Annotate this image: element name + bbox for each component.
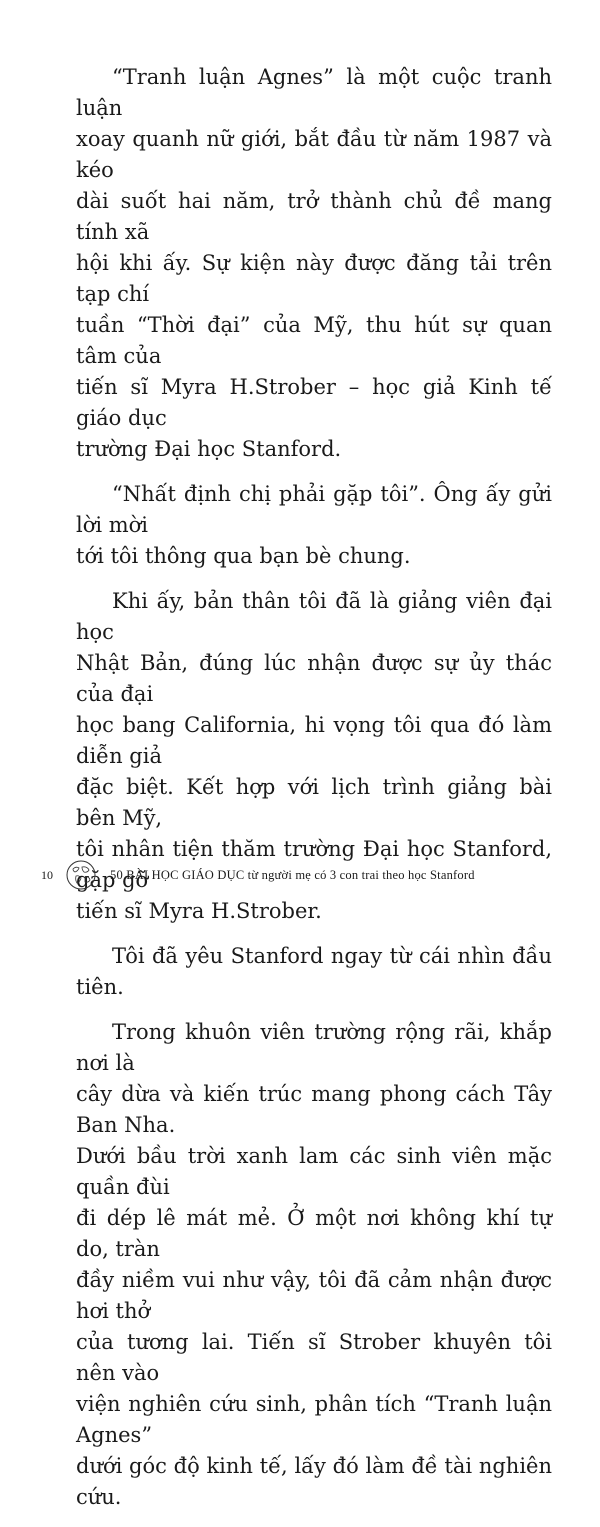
globe-icon (64, 858, 98, 892)
text-line: tới tôi thông qua bạn bè chung. (76, 544, 411, 568)
text-line: xoay quanh nữ giới, bắt đầu từ năm 1987 và kéo (76, 127, 552, 182)
text-line: tuần “Thời đại” của Mỹ, thu hút sự quan tâm của (76, 313, 552, 368)
book-title: 50 BÀI HỌC GIÁO DỤC từ người mẹ có 3 con trai theo học Stanford (110, 867, 475, 882)
text-line: Tôi đã yêu Stanford ngay từ cái nhìn đầu tiên. (76, 944, 552, 999)
text-line: học bang California, hi vọng tôi qua đó làm diễn giả (76, 713, 552, 768)
text-line: “Nhất định chị phải gặp tôi”. Ông ấy gửi lời mời (76, 482, 552, 537)
paragraph-4 (76, 941, 552, 1003)
text-line: tiến sĩ Myra H.Strober. (76, 899, 322, 923)
text-line: hội khi ấy. Sự kiện này được đăng tải trên tạp chí (76, 251, 552, 306)
paragraph-2 (76, 479, 552, 572)
paragraph-5 (76, 1017, 552, 1513)
text-line: đầy niềm vui như vậy, tôi đã cảm nhận được hơi thở (76, 1268, 552, 1323)
text-line: cây dừa và kiến trúc mang phong cách Tây Ban Nha. (76, 1082, 552, 1137)
text-line: Khi ấy, bản thân tôi đã là giảng viên đại học (76, 589, 552, 644)
text-line: dưới góc độ kinh tế, lấy đó làm đề tài nghiên cứu. (76, 1454, 552, 1509)
text-line: trường Đại học Stanford. (76, 437, 342, 461)
text-line: viện nghiên cứu sinh, phân tích “Tranh luận Agnes” (76, 1392, 552, 1447)
text-line: Trong khuôn viên trường rộng rãi, khắp nơi là (76, 1020, 552, 1075)
page-footer (30, 855, 570, 895)
page-body (76, 62, 552, 1527)
page-number: 10 (41, 867, 53, 882)
text-line: tôi nhân tiện thăm trường Đại học Stanford, gặp gỡ (76, 837, 552, 892)
text-line: đi dép lê mát mẻ. Ở một nơi không khí tự do, tràn (76, 1206, 552, 1261)
text-line: “Tranh luận Agnes” là một cuộc tranh luận (76, 65, 552, 120)
text-line: đặc biệt. Kết hợp với lịch trình giảng bài bên Mỹ, (76, 775, 552, 830)
text-line: Dưới bầu trời xanh lam các sinh viên mặc quần đùi (76, 1144, 552, 1199)
paragraph-1 (76, 62, 552, 465)
text-line: tiến sĩ Myra H.Strober – học giả Kinh tế giáo dục (76, 375, 552, 430)
text-line: Nhật Bản, đúng lúc nhận được sự ủy thác của đại (76, 651, 552, 706)
text-line: của tương lai. Tiến sĩ Strober khuyên tôi nên vào (76, 1330, 552, 1385)
text-line: dài suốt hai năm, trở thành chủ đề mang tính xã (76, 189, 552, 244)
